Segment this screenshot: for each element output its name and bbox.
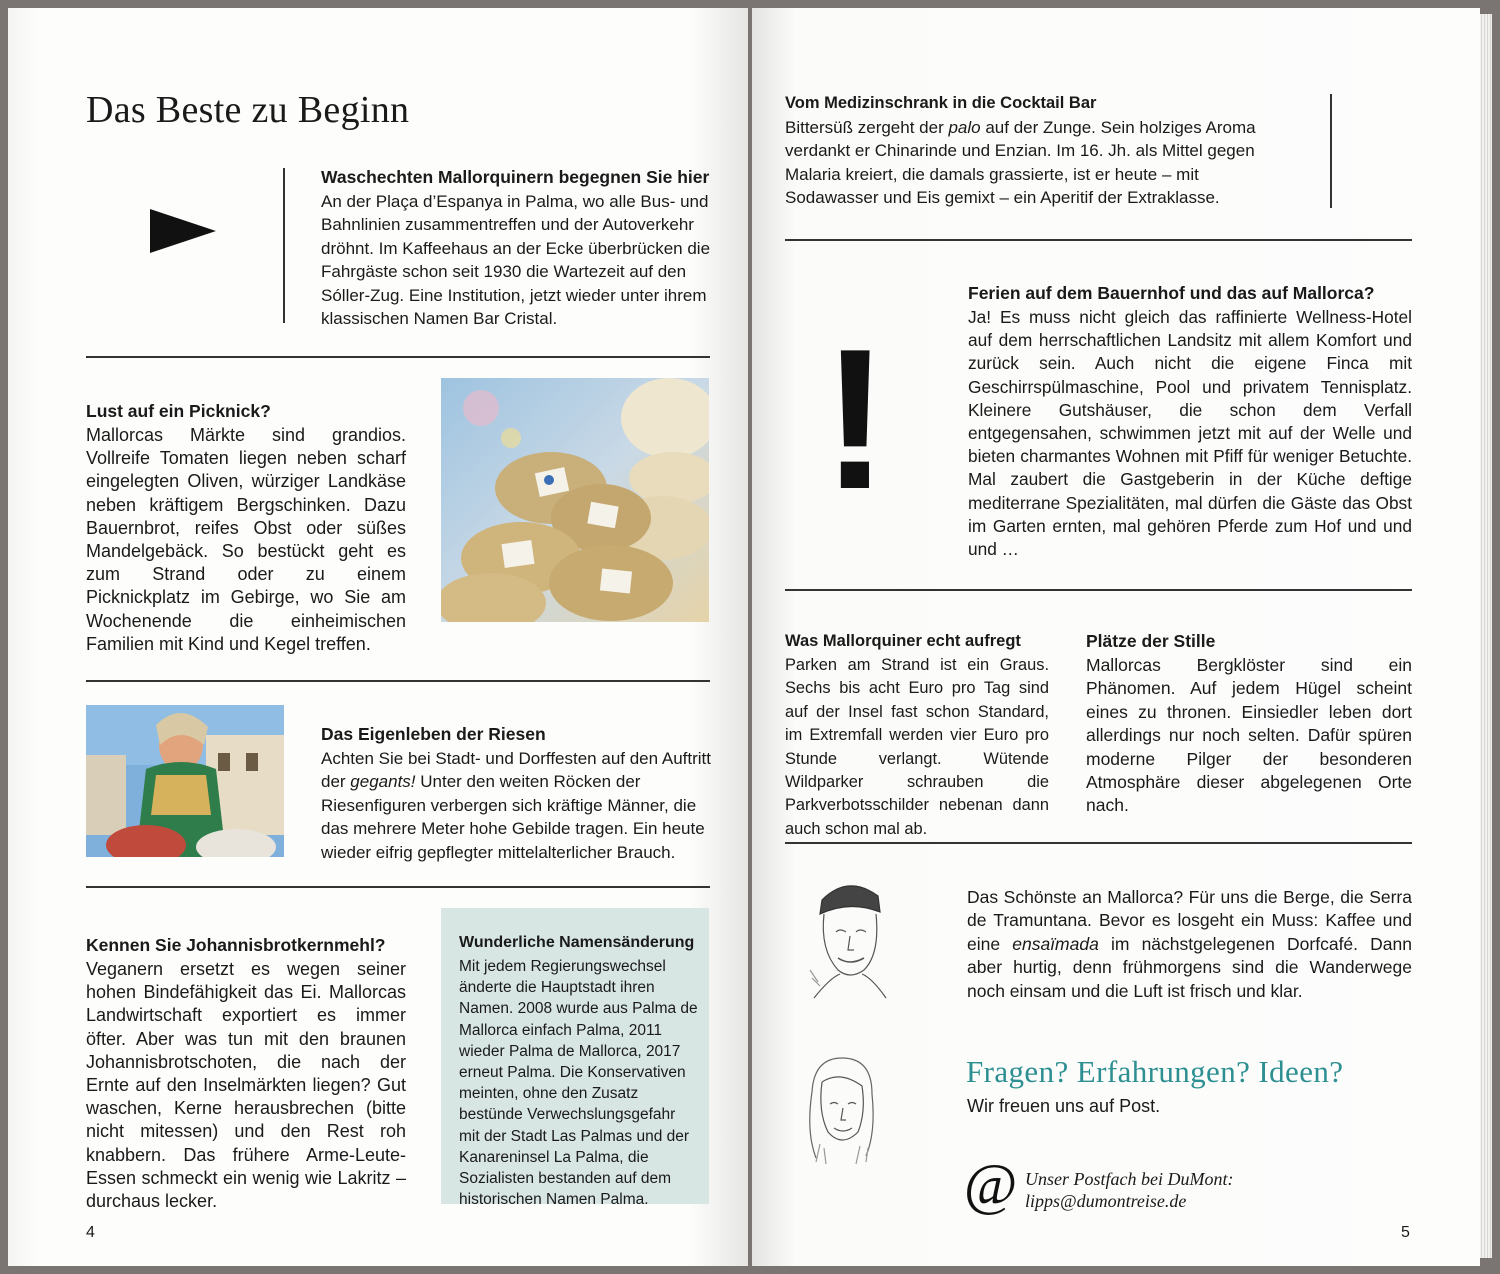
body-text: Achten Sie bei Stadt- und Dorffesten auf den Auftritt der — [321, 749, 711, 792]
section-body: Mallorcas Bergklöster sind ein Phänomen. Auf jedem Hügel scheint eines zu thronen. Einsiedler leben dort allerdings nur noch selten. Dafür spüren moderne Pilger der besonderen Atmosphäre dieser abgelegenen Orte nach. — [1086, 655, 1412, 816]
section-heading: Waschechten Mallorquinern begegnen Sie hier — [321, 167, 710, 187]
section-divider — [785, 842, 1412, 844]
section-bauernhof — [968, 282, 1412, 561]
page-number: 4 — [86, 1224, 95, 1241]
section-mallorquiner — [321, 166, 713, 330]
email-link[interactable]: lipps@dumontreise.de — [1025, 1191, 1187, 1211]
body-text: Bittersüß zergeht der — [785, 118, 949, 137]
body-italic: gegants! — [350, 772, 416, 792]
section-heading: Vom Medizinschrank in die Cocktail Bar — [785, 94, 1097, 112]
contact-heading: Fragen? Erfahrungen? Ideen? — [966, 1054, 1344, 1089]
section-divider-vertical — [1330, 94, 1332, 208]
body-italic: palo — [948, 118, 981, 137]
exclamation-icon: ! — [822, 308, 889, 531]
body-text: Das Schönste an Mallorca? Für uns die Berge, die Serra de Tramuntana. Bevor es losgeht ein Muss: Kaffee und eine — [967, 887, 1412, 954]
body-text: auf der Zunge. Sein holziges Aroma verdankt er Chinarinde und Enzian. Im 16. Jh. als Mittel gegen Malaria kreiert, die damals grassierte, ist er heute – mit Sodawasser und Eis gemixt – ein Aperitif der Extraklasse. — [785, 118, 1256, 208]
postbox-label: Unser Postfach bei DuMont: — [1025, 1169, 1234, 1189]
postbox-block — [1025, 1168, 1233, 1212]
section-body — [785, 116, 1295, 210]
section-body: Mit jedem Regierungswechsel änderte die Hauptstadt ihren Namen. 2008 wurde aus Palma de Mallorca einfach Palma, 2011 wieder Palma de Mallorca, 2017 erneut Palma. Die Konservativen meinten, ohne den Zusatz bestünde Verwechslungsgefahr mit der Stadt Las Palmas und der Kanareninsel La Palma, die Sozialisten bestanden auf dem historischen Namen Palma. — [459, 958, 698, 1209]
author-portrait-male — [800, 870, 896, 1000]
section-body: Ja! Es muss nicht gleich das raffinierte Wellness-Hotel auf dem herrschaftlichen Landsitz mit allem Komfort und zurück sein. Auch nicht die eigene Finca mit Geschirrspülmaschine, Pool und privatem Tennisplatz. Kleinere Gutshäuser, die schon dem Verfall entgegensahen, schwimmen jetzt mit auf der Welle und bieten charmantes Wohnen mit Pfiff für weniger Betuchte. Mal zaubert die Gastgeberin in der Küche deftige mediterrane Spezialitäten, mal dürfen die Gäste das Obst im Garten ernten, mal gehören Pferde zum Hof und und und … — [968, 307, 1412, 560]
section-namensaenderung — [459, 932, 699, 1210]
body-text: im nächstgelegenen Dorfcafé. Dann aber hurtig, denn frühmorgens sind die Wanderwege noch einsam und die Luft ist frisch und klar. — [967, 933, 1412, 1001]
at-icon: @ — [964, 1152, 1018, 1217]
section-heading: Lust auf ein Picknick? — [86, 401, 271, 421]
author-portrait-female — [796, 1052, 886, 1170]
play-triangle-icon — [148, 208, 218, 259]
section-heading: Plätze der Stille — [1086, 631, 1216, 651]
page-number: 5 — [1401, 1224, 1410, 1241]
cheese-market-photo — [441, 378, 709, 622]
section-divider — [785, 239, 1412, 241]
section-medizinschrank — [785, 92, 1295, 210]
contact-subline: Wir freuen uns auf Post. — [967, 1096, 1161, 1116]
section-aufregt — [785, 630, 1049, 841]
section-heading: Wunderliche Namensänderung — [459, 934, 695, 951]
authors-intro — [967, 886, 1412, 1003]
section-heading: Ferien auf dem Bauernhof und das auf Mallorca? — [968, 283, 1375, 303]
page-stack-edge — [1478, 14, 1492, 1258]
authors-text — [967, 886, 1412, 1003]
page-title: Das Beste zu Beginn — [86, 89, 410, 131]
body-text: Unter den weiten Röcken der Riesenfiguren verbergen sich kräftige Männer, die das mehrere Meter hohe Gebilde tragen. Ein heute wieder eifrig gepflegter mittelalterlicher Brauch. — [321, 772, 705, 862]
section-johannisbrot — [86, 934, 406, 1213]
section-body: Veganern ersetzt es wegen seiner hohen Bindefähigkeit das Ei. Mallorcas Landwirtschaft exportiert es immer öfter. Aber was tun mit den braunen Johannisbrotschoten, die nach der Ernte auf den Inselmärkten liegen? Gut waschen, Kerne herausbrechen (bitte nicht mitessen) und den Rest roh knabbern. Das frühere Arme-Leute-Essen schmeckt ein wenig wie Lakritz – durchaus lecker. — [86, 959, 406, 1212]
section-heading: Was Mallorquiner echt aufregt — [785, 632, 1021, 650]
section-divider — [86, 356, 710, 358]
section-divider — [86, 680, 710, 682]
section-body: Parken am Strand ist ein Graus. Sechs bis acht Euro pro Tag sind auf der Insel fast schon Standard, im Extremfall werden vier Euro pro Stunde verlangt. Wütende Wildparker schrauben die Parkverbotsschilder nebenan dann auch schon mal ab. — [785, 656, 1049, 838]
section-divider — [785, 589, 1412, 591]
giant-figure-photo — [86, 705, 284, 857]
section-divider-vertical — [283, 168, 285, 323]
section-body: Mallorcas Märkte sind grandios. Vollreife Tomaten liegen neben scharf eingelegten Oliven, würziger Landkäse neben kräftigem Bergschinken. Dazu Bauernbrot, reifes Obst oder süßes Mandelgebäck. So bestückt geht es zum Strand oder zu einem Picknickplatz im Gebirge, wo Sie am Wochenende die einheimischen Familien mit Kind und Kegel treffen. — [86, 425, 406, 654]
section-heading: Kennen Sie Johannisbrotkernmehl? — [86, 935, 386, 955]
section-body — [321, 747, 713, 864]
section-stille — [1086, 630, 1412, 818]
section-body: An der Plaça d’Espanya in Palma, wo alle Bus- und Bahnlinien zusammentreffen und der Autoverkehr dröhnt. Im Kaffeehaus an der Ecke überbrücken die Fahrgäste schon seit 1930 die Wartezeit auf den Sóller-Zug. Eine Institution, jetzt wieder unter ihrem klassischen Namen Bar Cristal. — [321, 192, 711, 329]
body-italic: ensaïmada — [1012, 933, 1099, 954]
section-picknick — [86, 400, 406, 656]
section-divider — [86, 886, 710, 888]
section-riesen — [321, 723, 713, 864]
section-heading: Das Eigenleben der Riesen — [321, 724, 546, 744]
